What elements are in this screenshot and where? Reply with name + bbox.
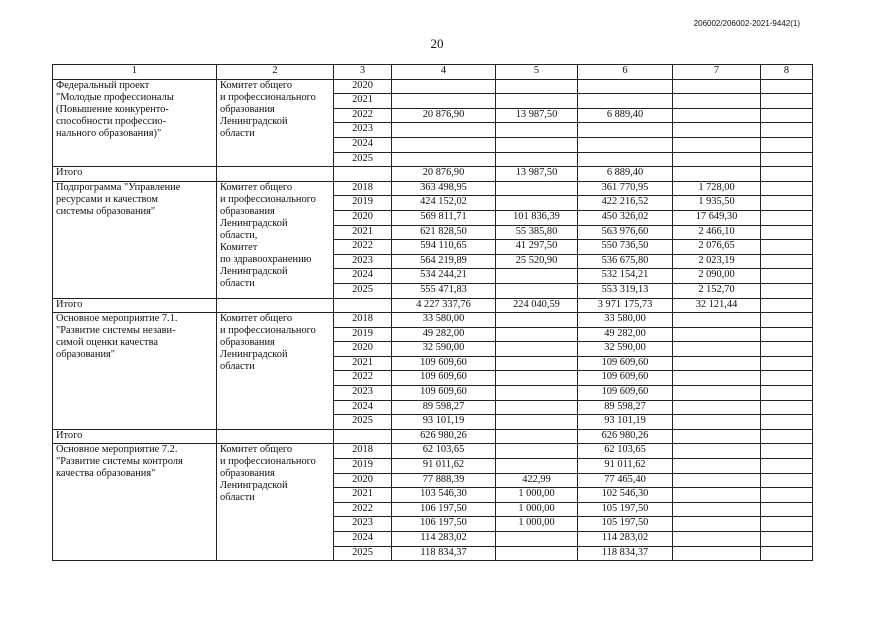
- value-cell-c7: [673, 371, 761, 386]
- value-cell-c6: 553 319,13: [578, 283, 673, 298]
- value-cell-c8: [761, 488, 813, 503]
- value-cell-c5: [496, 327, 578, 342]
- value-cell-c5: [496, 313, 578, 328]
- value-cell-c4: [392, 94, 496, 109]
- budget-table: [52, 64, 813, 561]
- empty-cell: [334, 429, 392, 444]
- program-name-line: Основное мероприятие 7.1.: [56, 313, 178, 325]
- table-body: [53, 65, 813, 561]
- value-cell-c6: 109 609,60: [578, 371, 673, 386]
- year-cell: 2023: [334, 123, 392, 138]
- value-cell-c5: 101 836,39: [496, 210, 578, 225]
- total-value-cell-c7: [673, 167, 761, 182]
- value-cell-c5: 422,99: [496, 473, 578, 488]
- value-cell-c8: [761, 386, 813, 401]
- responsible-org-line: области,: [220, 229, 258, 241]
- total-value-cell-c5: [496, 429, 578, 444]
- value-cell-c8: [761, 94, 813, 109]
- value-cell-c7: 2 152,70: [673, 283, 761, 298]
- value-cell-c7: 1 935,50: [673, 196, 761, 211]
- value-cell-c4: 106 197,50: [392, 517, 496, 532]
- value-cell-c6: [578, 123, 673, 138]
- total-value-cell-c5: 13 987,50: [496, 167, 578, 182]
- year-cell: 2025: [334, 546, 392, 561]
- year-cell: 2025: [334, 152, 392, 167]
- year-cell: 2023: [334, 517, 392, 532]
- value-cell-c8: [761, 181, 813, 196]
- year-cell: 2021: [334, 488, 392, 503]
- responsible-org-line: области: [220, 492, 255, 504]
- year-cell: 2020: [334, 473, 392, 488]
- year-cell: 2019: [334, 459, 392, 474]
- value-cell-c7: [673, 459, 761, 474]
- value-cell-c8: [761, 254, 813, 269]
- value-cell-c6: 33 580,00: [578, 313, 673, 328]
- total-label-cell: Итого: [53, 429, 217, 444]
- value-cell-c6: 91 011,62: [578, 459, 673, 474]
- value-cell-c6: 6 889,40: [578, 108, 673, 123]
- year-cell: 2019: [334, 327, 392, 342]
- responsible-org-line: и профессионального: [220, 325, 316, 337]
- value-cell-c7: 1 728,00: [673, 181, 761, 196]
- value-cell-c4: 32 590,00: [392, 342, 496, 357]
- program-name-cell: [53, 79, 217, 167]
- responsible-org-line: Комитет общего: [220, 79, 293, 91]
- empty-cell: [217, 298, 334, 313]
- year-cell: 2020: [334, 79, 392, 94]
- value-cell-c5: [496, 459, 578, 474]
- value-cell-c8: [761, 502, 813, 517]
- value-cell-c7: [673, 108, 761, 123]
- value-cell-c6: 450 326,02: [578, 210, 673, 225]
- value-cell-c5: 25 520,90: [496, 254, 578, 269]
- total-value-cell-c8: [761, 167, 813, 182]
- header-cell: 5: [496, 65, 578, 80]
- total-value-cell-c4: 4 227 337,76: [392, 298, 496, 313]
- value-cell-c7: [673, 502, 761, 517]
- value-cell-c7: [673, 152, 761, 167]
- program-name-line: симой оценки качества: [56, 337, 158, 349]
- year-cell: 2023: [334, 254, 392, 269]
- value-cell-c7: 2 466,10: [673, 225, 761, 240]
- page-number: 20: [430, 36, 444, 51]
- year-cell: 2024: [334, 137, 392, 152]
- total-value-cell-c8: [761, 298, 813, 313]
- value-cell-c4: 109 609,60: [392, 356, 496, 371]
- program-name-line: ресурсами и качеством: [56, 193, 158, 205]
- value-cell-c4: 109 609,60: [392, 386, 496, 401]
- responsible-org-line: области: [220, 127, 255, 139]
- value-cell-c7: [673, 386, 761, 401]
- year-cell: 2020: [334, 210, 392, 225]
- value-cell-c8: [761, 459, 813, 474]
- responsible-org-line: Ленинградской: [220, 349, 288, 361]
- header-cell: 4: [392, 65, 496, 80]
- program-name-line: "Развитие системы незави-: [56, 325, 176, 337]
- responsible-org-line: и профессионального: [220, 91, 316, 103]
- value-cell-c6: 114 283,02: [578, 532, 673, 547]
- value-cell-c6: 109 609,60: [578, 386, 673, 401]
- year-cell: 2025: [334, 415, 392, 430]
- header-cell: 8: [761, 65, 813, 80]
- value-cell-c7: 2 076,65: [673, 240, 761, 255]
- value-cell-c4: 118 834,37: [392, 546, 496, 561]
- value-cell-c5: [496, 181, 578, 196]
- value-cell-c5: [496, 283, 578, 298]
- program-name-line: (Повышение конкуренто-: [56, 103, 169, 115]
- empty-cell: [334, 298, 392, 313]
- value-cell-c6: [578, 79, 673, 94]
- value-cell-c5: [496, 546, 578, 561]
- responsible-org-cell: [217, 181, 334, 298]
- value-cell-c5: [496, 123, 578, 138]
- value-cell-c7: 2 023,19: [673, 254, 761, 269]
- total-value-cell-c8: [761, 429, 813, 444]
- value-cell-c5: 55 385,80: [496, 225, 578, 240]
- value-cell-c4: 103 546,30: [392, 488, 496, 503]
- value-cell-c8: [761, 415, 813, 430]
- responsible-org-line: по здравоохранению: [220, 253, 312, 265]
- value-cell-c4: 114 283,02: [392, 532, 496, 547]
- value-cell-c7: [673, 356, 761, 371]
- year-cell: 2021: [334, 94, 392, 109]
- year-cell: 2019: [334, 196, 392, 211]
- value-cell-c5: [496, 196, 578, 211]
- program-name-line: Федеральный проект: [56, 79, 150, 91]
- header-cell: 2: [217, 65, 334, 80]
- total-label-cell: Итого: [53, 298, 217, 313]
- year-cell: 2024: [334, 269, 392, 284]
- responsible-org-line: Ленинградской: [220, 480, 288, 492]
- value-cell-c4: 89 598,27: [392, 400, 496, 415]
- value-cell-c7: [673, 415, 761, 430]
- responsible-org-line: образования: [220, 103, 275, 115]
- responsible-org-line: Ленинградской: [220, 265, 288, 277]
- value-cell-c8: [761, 79, 813, 94]
- value-cell-c4: 93 101,19: [392, 415, 496, 430]
- value-cell-c5: [496, 342, 578, 357]
- responsible-org-line: образования: [220, 337, 275, 349]
- value-cell-c8: [761, 283, 813, 298]
- value-cell-c4: 363 498,95: [392, 181, 496, 196]
- value-cell-c6: 102 546,30: [578, 488, 673, 503]
- value-cell-c6: 77 465,40: [578, 473, 673, 488]
- value-cell-c6: 49 282,00: [578, 327, 673, 342]
- value-cell-c7: [673, 313, 761, 328]
- year-cell: 2022: [334, 502, 392, 517]
- year-cell: 2018: [334, 444, 392, 459]
- responsible-org-line: образования: [220, 205, 275, 217]
- value-cell-c4: 106 197,50: [392, 502, 496, 517]
- value-cell-c7: [673, 546, 761, 561]
- total-row: [53, 167, 813, 182]
- value-cell-c5: [496, 152, 578, 167]
- program-name-line: Основное мероприятие 7.2.: [56, 444, 178, 456]
- value-cell-c6: [578, 137, 673, 152]
- program-name-line: нального образования)": [56, 127, 162, 139]
- value-cell-c5: [496, 386, 578, 401]
- responsible-org-cell: [217, 313, 334, 430]
- value-cell-c4: 621 828,50: [392, 225, 496, 240]
- value-cell-c6: 563 976,60: [578, 225, 673, 240]
- total-label-cell: Итого: [53, 167, 217, 182]
- program-name-line: качества образования": [56, 468, 156, 480]
- value-cell-c4: 91 011,62: [392, 459, 496, 474]
- value-cell-c5: [496, 79, 578, 94]
- value-cell-c7: [673, 517, 761, 532]
- value-cell-c8: [761, 327, 813, 342]
- value-cell-c6: [578, 94, 673, 109]
- responsible-org-cell: [217, 444, 334, 561]
- year-cell: 2022: [334, 108, 392, 123]
- value-cell-c7: [673, 400, 761, 415]
- value-cell-c6: 93 101,19: [578, 415, 673, 430]
- total-value-cell-c4: 20 876,90: [392, 167, 496, 182]
- value-cell-c8: [761, 240, 813, 255]
- responsible-org-line: Комитет общего: [220, 181, 293, 193]
- responsible-org-line: Ленинградской: [220, 217, 288, 229]
- value-cell-c6: 118 834,37: [578, 546, 673, 561]
- value-cell-c4: [392, 123, 496, 138]
- value-cell-c6: 105 197,50: [578, 502, 673, 517]
- value-cell-c4: 594 110,65: [392, 240, 496, 255]
- value-cell-c5: 1 000,00: [496, 488, 578, 503]
- empty-cell: [217, 167, 334, 182]
- program-name-cell: [53, 181, 217, 298]
- total-value-cell-c7: 32 121,44: [673, 298, 761, 313]
- responsible-org-line: Комитет общего: [220, 313, 293, 325]
- header-cell: 6: [578, 65, 673, 80]
- value-cell-c8: [761, 546, 813, 561]
- value-cell-c4: 33 580,00: [392, 313, 496, 328]
- program-name-line: "Развитие системы контроля: [56, 456, 183, 468]
- total-value-cell-c4: 626 980,26: [392, 429, 496, 444]
- value-cell-c5: [496, 356, 578, 371]
- value-cell-c7: [673, 79, 761, 94]
- value-cell-c7: [673, 473, 761, 488]
- value-cell-c5: [496, 400, 578, 415]
- year-cell: 2023: [334, 386, 392, 401]
- value-cell-c5: [496, 94, 578, 109]
- responsible-org-line: и профессионального: [220, 456, 316, 468]
- value-cell-c8: [761, 152, 813, 167]
- value-cell-c6: 550 736,50: [578, 240, 673, 255]
- value-cell-c7: [673, 123, 761, 138]
- value-cell-c7: [673, 94, 761, 109]
- year-cell: 2022: [334, 240, 392, 255]
- value-cell-c7: [673, 488, 761, 503]
- table-row: [53, 181, 813, 196]
- responsible-org-line: и профессионального: [220, 193, 316, 205]
- responsible-org-cell: [217, 79, 334, 167]
- table-row: [53, 313, 813, 328]
- program-name-cell: [53, 444, 217, 561]
- value-cell-c6: 89 598,27: [578, 400, 673, 415]
- header-cell: 1: [53, 65, 217, 80]
- year-cell: 2025: [334, 283, 392, 298]
- value-cell-c4: 424 152,02: [392, 196, 496, 211]
- year-cell: 2024: [334, 532, 392, 547]
- total-value-cell-c6: 3 971 175,73: [578, 298, 673, 313]
- value-cell-c4: 569 811,71: [392, 210, 496, 225]
- value-cell-c4: [392, 137, 496, 152]
- year-cell: 2020: [334, 342, 392, 357]
- responsible-org-line: Ленинградской: [220, 115, 288, 127]
- value-cell-c8: [761, 210, 813, 225]
- document-id: 206002/206002-2021-9442(1): [693, 19, 800, 28]
- value-cell-c4: 49 282,00: [392, 327, 496, 342]
- value-cell-c5: 1 000,00: [496, 517, 578, 532]
- empty-cell: [217, 429, 334, 444]
- value-cell-c5: [496, 269, 578, 284]
- value-cell-c6: 536 675,80: [578, 254, 673, 269]
- program-name-cell: [53, 313, 217, 430]
- responsible-org-line: области: [220, 277, 255, 289]
- value-cell-c8: [761, 532, 813, 547]
- value-cell-c6: 361 770,95: [578, 181, 673, 196]
- value-cell-c8: [761, 342, 813, 357]
- value-cell-c4: 109 609,60: [392, 371, 496, 386]
- value-cell-c7: [673, 532, 761, 547]
- header-row: [53, 65, 813, 80]
- value-cell-c5: [496, 415, 578, 430]
- value-cell-c4: 555 471,83: [392, 283, 496, 298]
- program-name-line: способности профессио-: [56, 115, 167, 127]
- value-cell-c7: [673, 327, 761, 342]
- header-cell: 7: [673, 65, 761, 80]
- value-cell-c5: [496, 532, 578, 547]
- value-cell-c4: 62 103,65: [392, 444, 496, 459]
- value-cell-c7: [673, 137, 761, 152]
- responsible-org-line: образования: [220, 468, 275, 480]
- value-cell-c5: 41 297,50: [496, 240, 578, 255]
- responsible-org-line: Комитет: [220, 241, 258, 253]
- value-cell-c6: 62 103,65: [578, 444, 673, 459]
- program-name-line: "Молодые профессионалы: [56, 91, 174, 103]
- value-cell-c7: [673, 444, 761, 459]
- responsible-org-line: Комитет общего: [220, 444, 293, 456]
- value-cell-c8: [761, 444, 813, 459]
- value-cell-c5: 13 987,50: [496, 108, 578, 123]
- total-row: [53, 298, 813, 313]
- value-cell-c6: 32 590,00: [578, 342, 673, 357]
- program-name-line: образования": [56, 349, 116, 361]
- value-cell-c6: 105 197,50: [578, 517, 673, 532]
- value-cell-c8: [761, 313, 813, 328]
- total-value-cell-c7: [673, 429, 761, 444]
- value-cell-c8: [761, 225, 813, 240]
- value-cell-c7: 2 090,00: [673, 269, 761, 284]
- value-cell-c8: [761, 196, 813, 211]
- total-row: [53, 429, 813, 444]
- value-cell-c5: 1 000,00: [496, 502, 578, 517]
- table-row: [53, 79, 813, 94]
- responsible-org-line: области: [220, 361, 255, 373]
- value-cell-c5: [496, 444, 578, 459]
- value-cell-c6: [578, 152, 673, 167]
- value-cell-c5: [496, 371, 578, 386]
- program-name-line: Подпрограмма "Управление: [56, 181, 181, 193]
- year-cell: 2018: [334, 313, 392, 328]
- total-value-cell-c6: 6 889,40: [578, 167, 673, 182]
- value-cell-c5: [496, 137, 578, 152]
- table-row: [53, 444, 813, 459]
- year-cell: 2024: [334, 400, 392, 415]
- value-cell-c4: 534 244,21: [392, 269, 496, 284]
- year-cell: 2018: [334, 181, 392, 196]
- value-cell-c8: [761, 269, 813, 284]
- value-cell-c4: [392, 152, 496, 167]
- value-cell-c8: [761, 473, 813, 488]
- year-cell: 2021: [334, 225, 392, 240]
- program-name-line: системы образования": [56, 205, 156, 217]
- value-cell-c4: 564 219,89: [392, 254, 496, 269]
- value-cell-c8: [761, 137, 813, 152]
- value-cell-c7: [673, 342, 761, 357]
- total-value-cell-c5: 224 040,59: [496, 298, 578, 313]
- value-cell-c8: [761, 356, 813, 371]
- value-cell-c8: [761, 123, 813, 138]
- value-cell-c4: [392, 79, 496, 94]
- value-cell-c8: [761, 400, 813, 415]
- value-cell-c8: [761, 517, 813, 532]
- value-cell-c6: 422 216,52: [578, 196, 673, 211]
- value-cell-c6: 532 154,21: [578, 269, 673, 284]
- value-cell-c8: [761, 108, 813, 123]
- header-cell: 3: [334, 65, 392, 80]
- value-cell-c8: [761, 371, 813, 386]
- value-cell-c6: 109 609,60: [578, 356, 673, 371]
- total-value-cell-c6: 626 980,26: [578, 429, 673, 444]
- year-cell: 2021: [334, 356, 392, 371]
- value-cell-c7: 17 649,30: [673, 210, 761, 225]
- value-cell-c4: 20 876,90: [392, 108, 496, 123]
- year-cell: 2022: [334, 371, 392, 386]
- empty-cell: [334, 167, 392, 182]
- value-cell-c4: 77 888,39: [392, 473, 496, 488]
